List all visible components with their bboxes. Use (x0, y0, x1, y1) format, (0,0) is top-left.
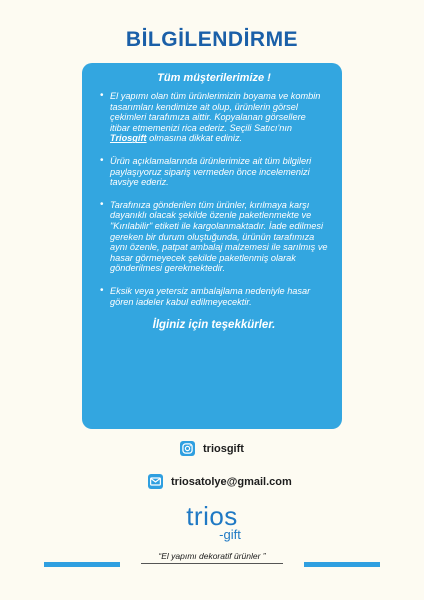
list-item: • Eksik veya yetersiz ambalajlama nedeniyle hasar gören iadeler kabul edilmeyecektir. (100, 286, 328, 307)
tagline: “El yapımı dekoratif ürünler ” (141, 551, 283, 564)
seller-link[interactable]: Triosgift (110, 133, 147, 144)
instagram-contact[interactable] (180, 441, 244, 456)
list-item-text: olmasına dikkat ediniz. (146, 133, 243, 144)
logo-subtitle: -gift (219, 527, 241, 542)
page-title: BİLGİLENDİRME (125, 28, 299, 51)
instagram-handle: triosgift (203, 442, 244, 455)
list-item (100, 91, 328, 144)
brand-logo (0, 503, 424, 541)
decorative-stripe (44, 562, 120, 567)
email-contact[interactable] (148, 474, 292, 489)
decorative-stripe (304, 562, 380, 567)
mail-icon (148, 474, 163, 489)
thanks-text: İlginiz için teşekkürler. (152, 319, 276, 332)
email-address: triosatolye@gmail.com (171, 475, 292, 488)
info-list (100, 91, 328, 307)
list-item-text: El yapımı olan tüm ürünlerimizin boyama ve kombin tasarımları kendimize ait olup, ürünlerin görsel çekimleri tarafımıza aittir. Kopyalanan görsellere itibar etmemenizi rica ederiz. Seçili Satıcı'nın (110, 91, 321, 133)
list-item: • Tarafınıza gönderilen tüm ürünler, kırılmaya karşı dayanıklı olacak şekilde özenle paketlenmekte ve "Kırılabilir" etiketi ile kargolanmaktadır. İade edilmesi gereken bir durum oluştuğunda, ürünün tarafımıza aynı özenle, patpat ambalaj malzemesi ile sarılmış ve hasar görmeyecek şekilde paketlenmiş olarak gönderilmesi gerekmektedir. (100, 200, 328, 274)
card-heading: Tüm müşterilerimize ! (157, 72, 271, 84)
instagram-icon (180, 441, 195, 456)
logo-wordmark: trios (186, 501, 238, 531)
list-item: • Ürün açıklamalarında ürünlerimize ait tüm bilgileri paylaşıyoruz sipariş vermeden önce incelemenizi tavsiye ederiz. (100, 156, 328, 188)
info-card (82, 63, 342, 429)
